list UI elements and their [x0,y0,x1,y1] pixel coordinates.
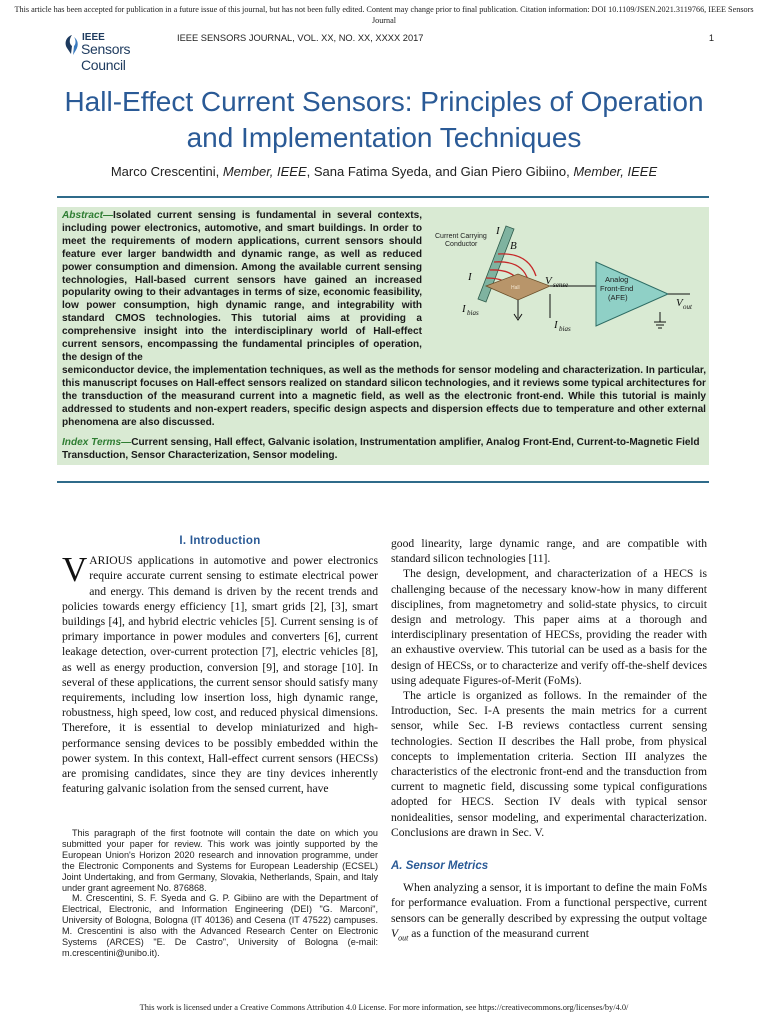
abstract-label: Abstract [62,210,103,221]
logo-council-text: Sensors Council [81,41,131,73]
right-p2: The article is organized as follows. In the remainder of the Introduction, Sec. I-A presents the main metrics for a current sensor, while Sec. I-B reviews contactless current sensing technologies. Section II describes the Hall probe, from physical concepts to implementation criteria. Section III analyzes the characteristics of the electronic front-end and the transduction from current to magnetic field, discussing some typical configurations adopted for HECS. Section IV deals with typical sensor nonidealities, sensor modeling, and experimental characterization. Conclusions are drawn in Sec. V. [391,689,707,839]
fig-ibias-left-sub: bias [467,309,479,317]
left-column [62,534,378,796]
intro-heading: I. Introduction [179,535,261,547]
fig-afe-2: Front-End [600,284,634,293]
fig-vsense: V [545,275,552,287]
author-3-role: Member, IEEE [573,164,658,179]
license-footer: This work is licensed under a Creative Commons Attribution 4.0 License. For more information, see https://creativecommons.org/licenses/by/4.0/ [139,1003,629,1012]
index-terms [62,437,706,463]
fig-vsense-sub: sense [553,281,569,289]
index-terms-dash: — [121,437,132,448]
fig-vout: V [676,297,683,309]
footnote-2: M. Crescentini, S. F. Syeda and G. P. Gibiino are with the Department of Electrical, Electronic, and Information Engineering (DEI) "G. Marconi", University of Bologna, Bologna (IT 40136) and Cesena (IT 47522) campuses. M. Crescentini is also with the Advanced Research Center on Electronic Systems (ARCES) "E. De Castro", University of Bologna (e-mail: m.crescentini@unibo.it). [62,893,378,958]
drop-cap: V [62,550,88,590]
author-1: Marco Crescentini, [110,164,220,179]
right-p3-b: as a function of the measurand current [408,926,589,940]
footnote [62,828,378,959]
abstract-continued: semiconductor device, the implementation techniques, as well as the methods for sensor modeling and characterization. In particular, this manuscript focuses on Hall-effect sensors realized on standard silicon technologies, and it reviews some typical architectures for the transduction of the measurand current into a magnetic field, as well as the electronic front-end. While this tutorial is mainly addressed to students and non-expert readers, specific design aspects and dispersion effects due to temperature and other external phenomena are also discussed. [62,365,706,428]
fig-afe-1: Analog [605,275,629,284]
right-p3 [391,880,707,945]
right-p0: good linearity, large dynamic range, and are compatible with standard silicon technologies [11]. [391,537,707,566]
paper-title: Hall-Effect Current Sensors: Principles of Operation and Implementation Techniques [64,86,704,153]
fig-chip-label: Hall [511,285,520,291]
hall-sensor-figure [428,214,706,339]
author-2-3: , Sana Fatima Syeda, and Gian Piero Gibiino, [306,164,570,179]
right-p3-a: When analyzing a sensor, it is important to define the main FoMs for performance evaluation. From a functional perspective, current sensors can be generally described by expressing the output voltage [391,881,707,925]
fig-I-left: I [468,271,472,283]
fig-ibias-right-sub: bias [559,325,571,333]
top-rule [57,196,709,198]
fig-vout-sub: out [683,303,692,311]
fig-I-top: I [496,225,500,237]
abstract-dash: — [102,210,114,221]
author-list [60,164,708,179]
footnote-1: This paragraph of the first footnote will contain the date on which you submitted your paper for review. This work was jointly supported by the European Union's Horizon 2020 research and innovation programme, under the Electronic Components and Systems for European Leadership (ECSEL) Joint Undertaking, and from Germany, Slovakia, Netherlands, Spain, and Italy under grant agreement No. 876868. [62,828,378,893]
fig-conductor-label-2: Conductor [445,241,478,248]
fig-conductor-label-1: Current Carrying [435,233,487,240]
index-terms-body: Current sensing, Hall effect, Galvanic isolation, Instrumentation amplifier, Analog Front-End, Current-to-Magnetic Field Transduction, Sensor Characterization, Sensor modeling. [62,437,700,461]
ieee-sensors-council-logo [63,32,173,73]
fig-afe-triangle [596,262,668,326]
running-head: IEEE SENSORS JOURNAL, VOL. XX, NO. XX, XXXX 2017 [177,33,424,43]
acceptance-notice: This article has been accepted for publication in a future issue of this journal, but has not been fully edited. Content may change prior to final publication. Citation information: DOI 10.1109/JSEN.2021.3119766, IEEE Sensors Journal [14,5,754,25]
sensor-metrics-heading: A. Sensor Metrics [391,860,489,873]
fig-afe-3: (AFE) [608,293,628,302]
logo-symbol-icon [63,34,81,56]
right-p1: The design, development, and characterization of a HECS is challenging because of the necessary know-how in many different disciplines, from magnetometry and solid-state physics, to circuit design and metrology. This paper aims at a thorough and interdisciplinary presentation of HECSs, providing the reader with an exhaustive overview. This tutorial can be used as a basis for the design of HECSs, or to characterize and verify off-the-shelf devices using adequate Figures-of-Merit (FoMs). [391,567,707,687]
vout-var: V [391,926,399,940]
right-column [391,536,707,945]
author-1-role: Member, IEEE [222,164,307,179]
bottom-rule [57,481,709,483]
abstract-text [62,210,422,365]
vout-sub: out [398,933,409,943]
fig-B-label: B [510,240,517,252]
logo-ieee-text: IEEE [82,32,105,43]
abstract-body: Isolated current sensing is fundamental in several contexts, including power electronics, automotive, and smart buildings. In order to meet the requirements of modern applications, current sensors should feature ever larger bandwidth and dynamic range, as well as reduced power consumption and dimension. Among the available current sensing technologies, Hall-based current sensors have gained an increased popularity owing to their advantages in terms of size, economic feasibility, low power consumption, high dynamic range, and integrability with standard CMOS technologies. This tutorial aims at providing a comprehensive insight into the interdisciplinary world of Hall-effect current sensors, encompassing the fundamental principles of operation, the design of the [62,210,422,363]
fig-field-line-1 [498,254,536,276]
page-number: 1 [708,33,714,43]
index-terms-label: Index Terms [62,437,122,448]
intro-paragraph [62,550,378,796]
fig-ibias-left: I [462,303,466,315]
intro-p1: ARIOUS applications in automotive and power electronics require accurate current sensing to estimate electrical power and energy. This demand is driven by the recent trends and policies towards energy efficiency [1], smart grids [2], [3], smart buildings [4], and hybrid electric vehicles [5]. Current sensing is of primary importance in power modules and converters [6], current leakage detection, over-current protection [7], electric vehicles [8], as well as energy production, conversion [9], and storage [10]. In several of these applications, the current sensor should satisfy many requirements, including low insertion loss, high dynamic range, robustness, high speed, low cost, and reduced physical dimensions. Therefore, it is essential to develop miniaturized and high-performance sensing devices to be possibly embedded within the power system. In this context, Hall-effect current sensors (HECSs) are promising candidates, since they are tiny devices inherently featuring galvanic isolation from the sensed current, have [62,554,378,796]
fig-ibias-right: I [554,319,558,331]
